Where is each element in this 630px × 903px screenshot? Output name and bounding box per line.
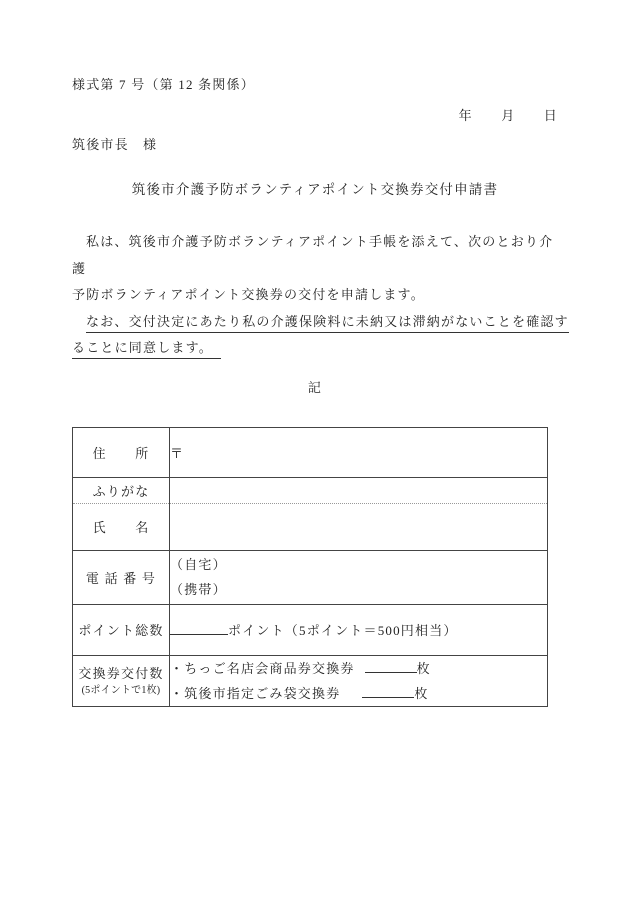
body-paragraphs [72, 229, 569, 362]
table-row-points [73, 604, 548, 655]
voucher-item-2-blank [362, 683, 414, 698]
application-form-table [72, 427, 548, 707]
furigana-label-cell: ふりがな [73, 477, 170, 503]
vouchers-label: 交換券交付数 [78, 665, 164, 681]
phone-mobile-label: （携帯） [170, 582, 227, 597]
vouchers-label-cell [73, 655, 170, 706]
points-suffix: ポイント（5ポイント＝500円相当） [228, 623, 458, 638]
consent-line-2 [72, 335, 558, 362]
ki-heading: 記 [307, 379, 323, 395]
voucher-item-1-blank [365, 658, 417, 673]
phone-label-cell: 電 話 番 号 [73, 550, 170, 604]
voucher-item-2-unit: 枚 [414, 685, 429, 701]
table-row-name [73, 503, 548, 550]
voucher-item-1-unit: 枚 [416, 660, 431, 676]
table-row-phone [73, 550, 548, 604]
table-row-vouchers [73, 655, 548, 706]
request-line-1: 私は、筑後市介護予防ボランティアポイント手帳を添えて、次のとおり介護 [72, 234, 554, 276]
vouchers-sublabel: (5ポイントで1枚) [81, 684, 161, 696]
voucher-item-2 [170, 681, 547, 706]
form-number: 様式第 7 号（第 12 条関係） [72, 77, 255, 92]
voucher-item-2-text: ・筑後市指定ごみ袋交換券 [170, 685, 341, 701]
address-label-cell: 住 所 [73, 427, 170, 477]
points-value-cell [170, 604, 548, 655]
table-row-furigana [73, 477, 548, 503]
request-line-2: 予防ボランティアポイント交換券の交付を申請します。 [72, 287, 425, 302]
voucher-item-1 [170, 656, 547, 681]
consent-line-2-text: ることに同意します。 [72, 340, 221, 359]
points-label-cell: ポイント総数 [73, 604, 170, 655]
furigana-value-cell [170, 477, 548, 503]
date-line: 年 月 日 [458, 108, 558, 123]
points-fill-in-blank [170, 620, 228, 635]
voucher-item-1-text: ・ちっご名店会商品券交換券 [170, 660, 355, 676]
consent-line-1-text: なお、交付決定にあたり私の介護保険料に未納又は滞納がないことを確認す [86, 314, 569, 333]
postal-mark: 〒 [170, 445, 185, 461]
name-value-cell [170, 503, 548, 550]
addressee: 筑後市長 様 [72, 137, 158, 152]
consent-line-1 [72, 309, 569, 336]
name-label-cell: 氏 名 [73, 503, 170, 550]
table-row-address [73, 427, 548, 477]
vouchers-value-cell [170, 655, 548, 706]
address-value-cell [170, 427, 548, 477]
phone-value-cell [170, 550, 548, 604]
page-title: 筑後市介護予防ボランティアポイント交換券交付申請書 [131, 182, 499, 197]
phone-home-label: （自宅） [170, 557, 227, 572]
